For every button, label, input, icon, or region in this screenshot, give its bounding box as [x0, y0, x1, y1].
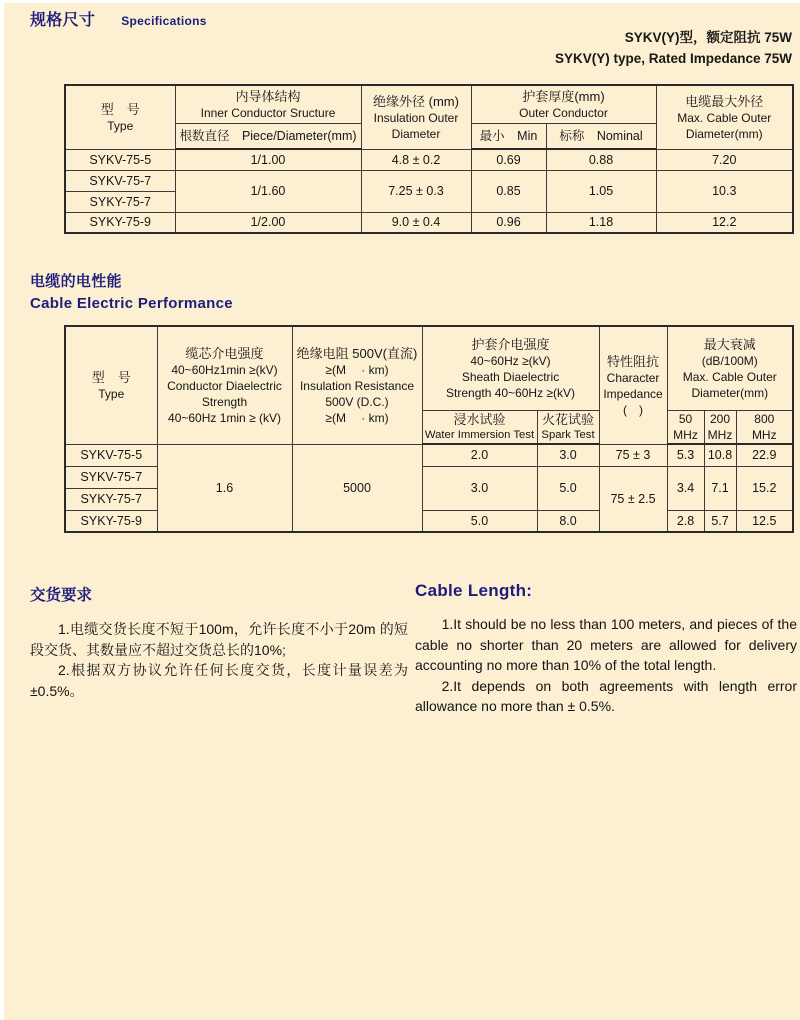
water-label-en: Water Immersion Test	[424, 428, 535, 441]
type-label-en: Type	[107, 118, 134, 133]
cell-type: SYKY-75-9	[65, 510, 157, 532]
elec-col-type	[65, 326, 157, 444]
cell-inner: 1/2.00	[175, 212, 361, 233]
strength-line5: 40~60Hz 1min ≥ (kV)	[168, 410, 281, 425]
cell-atten-200: 10.8	[704, 444, 736, 466]
water-label-zh: 浸水试验	[453, 411, 506, 427]
electric-performance-table	[64, 325, 794, 533]
cell-insulation: 7.25 ± 0.3	[361, 170, 471, 212]
electric-section-title	[30, 271, 233, 315]
atten-line3: Max. Cable Outer	[682, 369, 777, 384]
cell-impedance: 75 ± 2.5	[599, 466, 667, 532]
type-label-zh: 型 号	[100, 101, 140, 117]
spec-col-outer	[471, 85, 656, 123]
spec-header-row	[65, 85, 793, 123]
model-line-en: SYKV(Y) type, Rated Impedance 75W	[554, 51, 792, 66]
cell-max: 10.3	[656, 170, 793, 212]
mhz-800-value: 800	[754, 411, 775, 426]
atten-line1: 最大衰减	[703, 336, 756, 352]
strength-line3: Conductor Diaelectric	[167, 378, 282, 393]
resistance-line3: Insulation Resistance	[299, 378, 415, 393]
cell-min: 0.96	[471, 212, 546, 233]
cable-length-item2: 2.It depends on both agreements with length error allowance no more than ± 0.5%.	[415, 677, 797, 714]
cable-length-en	[415, 581, 797, 717]
spec-col-max	[656, 85, 793, 149]
mhz-800-subheader	[736, 410, 793, 444]
outer-label-en: Outer Conductor	[519, 105, 608, 120]
spec-col-insulation	[361, 85, 471, 149]
cell-water: 5.0	[422, 510, 537, 532]
insulation-label-en2: Diameter	[391, 126, 441, 141]
spark-label-zh: 火花试验	[542, 411, 595, 427]
cell-atten-200: 5.7	[704, 510, 736, 532]
strength-line4: Strength	[201, 394, 248, 409]
impedance-line3: Impedance	[603, 386, 663, 401]
type-label-en: Type	[98, 386, 125, 401]
cell-atten-800: 15.2	[736, 466, 793, 510]
impedance-line1: 特性阻抗	[607, 353, 660, 369]
delivery-requirements-zh	[30, 583, 408, 701]
resistance-line2: ≥(M · km)	[325, 362, 389, 377]
atten-line2: (dB/100M)	[701, 353, 758, 368]
mhz-50-unit: MHz	[673, 427, 698, 442]
table-row	[65, 149, 793, 170]
cell-water: 2.0	[422, 444, 537, 466]
sheath-line1: 护套介电强度	[471, 336, 550, 352]
delivery-item2-zh: 2.根据双方协议允许任何长度交货，长度计量误差为±0.5%。	[30, 662, 408, 699]
atten-line4: Diameter(mm)	[691, 385, 769, 400]
mhz-200-subheader	[704, 410, 736, 444]
cell-insulation: 4.8 ± 0.2	[361, 149, 471, 170]
electric-title-en: Cable Electric Performance	[30, 295, 233, 312]
cell-inner: 1/1.60	[175, 170, 361, 212]
electric-header-row	[65, 326, 793, 410]
cell-type: SYKY-75-7	[65, 191, 175, 212]
cell-resistance: 5000	[292, 444, 422, 532]
cell-type: SYKV-75-7	[65, 170, 175, 191]
sheath-line4: Strength 40~60Hz ≥(kV)	[446, 385, 575, 400]
cell-min: 0.69	[471, 149, 546, 170]
insulation-label-en1: Insulation Outer	[373, 110, 459, 125]
spark-label-en: Spark Test	[541, 428, 595, 441]
impedance-line4: ( )	[623, 402, 644, 417]
cell-type: SYKY-75-7	[65, 488, 157, 510]
outer-label-zh: 护套厚度(mm)	[522, 88, 605, 104]
cell-nominal: 1.18	[546, 212, 656, 233]
cell-spark: 8.0	[537, 510, 599, 532]
cell-max: 7.20	[656, 149, 793, 170]
cell-max: 12.2	[656, 212, 793, 233]
electric-title-zh: 电缆的电性能	[30, 273, 122, 290]
cell-insulation: 9.0 ± 0.4	[361, 212, 471, 233]
delivery-item1-zh: 1.电缆交货长度不短于100m，允许长度不小于20m 的短段交货、其数量应不超过交货总长的10%;	[30, 621, 408, 658]
mhz-50-subheader	[667, 410, 704, 444]
specifications-table	[64, 84, 794, 234]
spec-col-inner	[175, 85, 361, 123]
model-line-zh: SYKV(Y)型，额定阻抗 75W	[624, 30, 792, 45]
cell-type: SYKV-75-5	[65, 149, 175, 170]
cell-water: 3.0	[422, 466, 537, 510]
cell-spark: 5.0	[537, 466, 599, 510]
mhz-800-unit: MHz	[751, 427, 777, 442]
inner-subheader: 根数直径 Piece/Diameter(mm)	[175, 123, 361, 149]
cell-inner: 1/1.00	[175, 149, 361, 170]
mhz-200-unit: MHz	[707, 427, 733, 442]
cell-type: SYKY-75-9	[65, 212, 175, 233]
cable-length-item1: 1.It should be no less than 100 meters, and pieces of the cable no shorter than 20 meters are allowed for delivery accounting no more than 10% of the total length.	[415, 616, 797, 673]
table-row	[65, 444, 793, 466]
spec-col-type	[65, 85, 175, 149]
specifications-title-en: Specifications	[121, 14, 207, 28]
cell-atten-50: 2.8	[667, 510, 704, 532]
table-row	[65, 170, 793, 191]
sheath-line2: 40~60Hz ≥(kV)	[470, 353, 551, 368]
inner-label-en: Inner Conductor Sructure	[200, 105, 336, 120]
cell-impedance: 75 ± 3	[599, 444, 667, 466]
impedance-line2: Character	[606, 370, 660, 385]
cell-strength: 1.6	[157, 444, 292, 532]
spark-test-subheader	[537, 410, 599, 444]
resistance-line1: 绝缘电阻 500V(直流)	[296, 345, 418, 361]
strength-line1: 缆芯介电强度	[185, 345, 264, 361]
specifications-section-title	[30, 7, 207, 30]
model-subtitle	[555, 27, 792, 69]
resistance-line4: 500V (D.C.)	[325, 394, 389, 409]
cell-atten-200: 7.1	[704, 466, 736, 510]
cell-nominal: 0.88	[546, 149, 656, 170]
elec-col-resistance	[292, 326, 422, 444]
elec-col-strength	[157, 326, 292, 444]
min-subheader: 最小 Min	[471, 123, 546, 149]
max-label-en1: Max. Cable Outer	[677, 110, 772, 125]
mhz-200-value: 200	[710, 411, 731, 426]
cell-atten-800: 22.9	[736, 444, 793, 466]
cable-length-title: Cable Length:	[415, 581, 533, 600]
cell-spark: 3.0	[537, 444, 599, 466]
strength-line2: 40~60Hz1min ≥(kV)	[171, 362, 278, 377]
max-label-zh: 电缆最大外径	[685, 93, 764, 109]
cell-atten-50: 5.3	[667, 444, 704, 466]
cell-nominal: 1.05	[546, 170, 656, 212]
water-test-subheader	[422, 410, 537, 444]
cell-min: 0.85	[471, 170, 546, 212]
type-label-zh: 型 号	[91, 369, 131, 385]
elec-col-sheath	[422, 326, 599, 410]
cell-type: SYKV-75-5	[65, 444, 157, 466]
table-row	[65, 212, 793, 233]
inner-label-zh: 内导体结构	[235, 88, 301, 104]
specifications-title-zh: 规格尺寸	[30, 12, 96, 29]
insulation-label-zh: 绝缘外径 (mm)	[373, 93, 459, 109]
sheath-line3: Sheath Diaelectric	[461, 369, 560, 384]
delivery-title-zh: 交货要求	[30, 587, 93, 604]
resistance-line5: ≥(M · km)	[325, 410, 389, 425]
document-page	[4, 3, 800, 1020]
cell-atten-800: 12.5	[736, 510, 793, 532]
nominal-subheader: 标称 Nominal	[546, 123, 656, 149]
elec-col-impedance	[599, 326, 667, 444]
max-label-en2: Diameter(mm)	[685, 126, 763, 141]
mhz-50-value: 50	[678, 411, 693, 426]
elec-col-attenuation	[667, 326, 793, 410]
cell-atten-50: 3.4	[667, 466, 704, 510]
cell-type: SYKV-75-7	[65, 466, 157, 488]
